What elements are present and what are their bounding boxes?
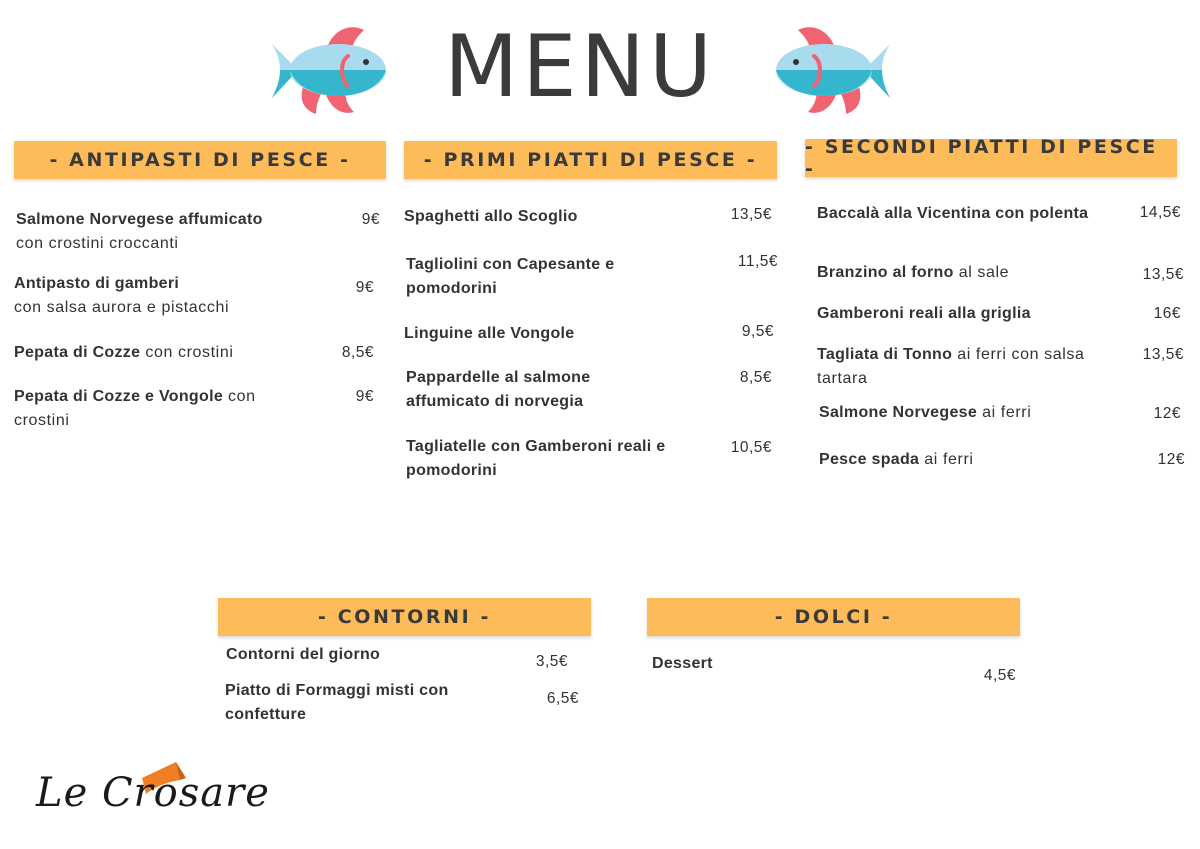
dish-price: 11,5€ (737, 253, 778, 270)
dish-name: Pappardelle al salmone affumicato di norvegia (406, 369, 591, 410)
secondi-header: - SECONDI PIATTI DI PESCE - (805, 139, 1177, 177)
dish-price: 10,5€ (730, 439, 772, 456)
dolci-item (652, 652, 852, 676)
secondi-item (817, 261, 1117, 285)
restaurant-logo-text: Le Crosare (36, 770, 270, 816)
dish-price: 12€ (1153, 405, 1181, 422)
dish-desc: con crostini (14, 388, 256, 429)
dish-price: 13,5€ (1142, 266, 1184, 283)
dish-price: 13,5€ (1142, 346, 1184, 363)
primi-item (404, 205, 704, 229)
secondi-item (817, 343, 1132, 391)
dish-price: 8,5€ (341, 344, 374, 361)
dish-desc: al sale (953, 264, 1010, 281)
contorni-item (226, 643, 516, 667)
secondi-item (819, 401, 1119, 425)
dish-price: 12€ (1157, 451, 1185, 468)
dish-desc: ai ferri con salsa tartara (817, 346, 1085, 387)
antipasti-item (14, 341, 334, 365)
dish-price: 6,5€ (546, 690, 579, 707)
contorni-header: - CONTORNI - (218, 598, 591, 636)
dish-price: 16€ (1153, 305, 1181, 322)
dish-name: Salmone Norvegese (819, 404, 978, 421)
dish-name: Dessert (652, 655, 713, 672)
dish-price: 9€ (361, 211, 380, 228)
primi-header: - PRIMI PIATTI DI PESCE - (404, 141, 777, 179)
antipasti-item (16, 208, 336, 256)
menu-title: MENU (444, 17, 716, 117)
dish-price: 9,5€ (741, 323, 774, 340)
dish-name: Pepata di Cozze e Vongole (14, 388, 224, 405)
dish-name: Linguine alle Vongole (404, 325, 575, 342)
dish-price: 4,5€ (983, 667, 1016, 684)
primi-item (406, 253, 666, 301)
dish-desc: con crostini croccanti (16, 235, 179, 252)
dish-price: 13,5€ (730, 206, 772, 223)
dish-name: Branzino al forno (817, 264, 954, 281)
dish-desc: con crostini (140, 344, 234, 361)
antipasti-header: - ANTIPASTI DI PESCE - (14, 141, 386, 179)
dish-name: Tagliolini con Capesante e pomodorini (406, 256, 615, 297)
dish-name: Pesce spada (819, 451, 920, 468)
dish-name: Baccalà alla Vicentina con polenta (817, 205, 1089, 222)
fish-icon-right (772, 22, 894, 118)
dish-name: Antipasto di gamberi (14, 275, 180, 292)
dish-price: 8,5€ (739, 369, 772, 386)
antipasti-item (14, 385, 314, 433)
dish-name: Salmone Norvegese affumicato (16, 211, 263, 228)
dish-name: Gamberoni reali alla griglia (817, 305, 1031, 322)
primi-item (406, 435, 716, 483)
dish-price: 9€ (355, 388, 374, 405)
primi-item (406, 366, 646, 414)
dish-desc: ai ferri (977, 404, 1032, 421)
secondi-item (819, 448, 1119, 472)
dish-name: Contorni del giorno (226, 646, 381, 663)
fish-icon-left (268, 22, 390, 118)
primi-item (404, 322, 704, 346)
dish-name: Piatto di Formaggi misti con confetture (225, 682, 449, 723)
dish-price: 3,5€ (535, 653, 568, 670)
dolci-header: - DOLCI - (647, 598, 1020, 636)
secondi-item (817, 202, 1137, 226)
dish-price: 9€ (355, 279, 374, 296)
dish-name: Tagliata di Tonno (817, 346, 953, 363)
dish-name: Pepata di Cozze (14, 344, 141, 361)
contorni-item (225, 679, 515, 727)
antipasti-item (14, 272, 334, 320)
secondi-item (817, 302, 1117, 326)
dish-name: Spaghetti allo Scoglio (404, 208, 578, 225)
dish-desc: ai ferri (919, 451, 974, 468)
dish-name: Tagliatelle con Gamberoni reali e pomodorini (406, 438, 666, 479)
dish-price: 14,5€ (1139, 204, 1181, 221)
dish-desc: con salsa aurora e pistacchi (14, 299, 230, 316)
